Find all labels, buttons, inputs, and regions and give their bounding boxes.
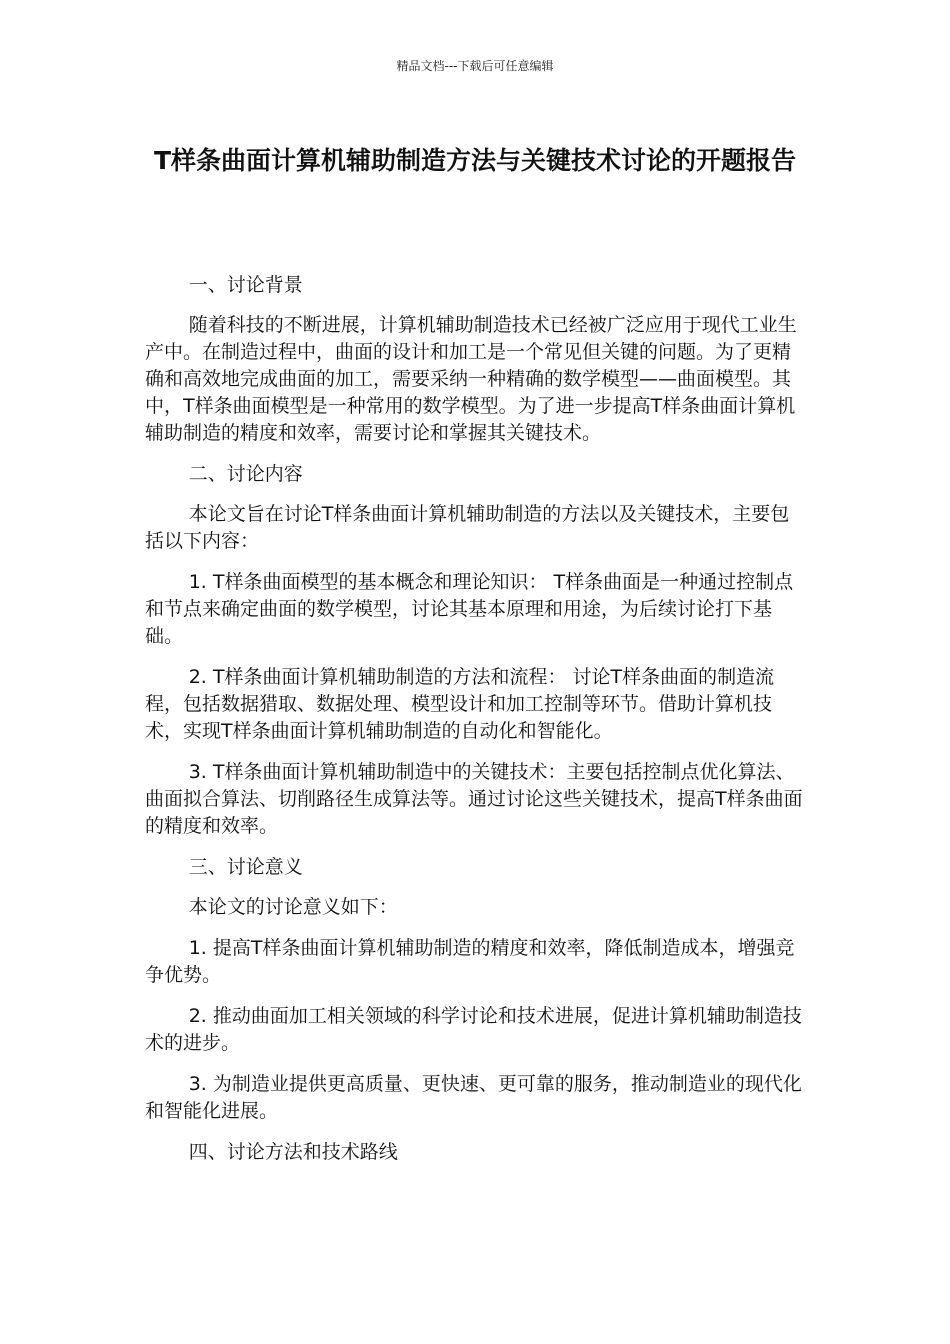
section-heading-content: 二、讨论内容 [188,463,303,485]
list-item-significance-3: 3. 为制造业提供更高质量、更快速、更可靠的服务，推动制造业的现代化和智能化进展。 [145,1073,802,1122]
list-item-content-3: 3. T样条曲面计算机辅助制造中的关键技术：主要包括控制点优化算法、曲面拟合算法、切削路径生成算法等。通过讨论这些关键技术，提高T样条曲面的精度和效率。 [145,761,803,837]
list-item-content-1: 1. T样条曲面模型的基本概念和理论知识： T样条曲面是一种通过控制点和节点来确定曲面的数学模型，讨论其基本原理和用途，为后续讨论打下基础。 [145,571,794,647]
section-heading-background: 一、讨论背景 [188,274,303,296]
section-heading-methods: 四、讨论方法和技术路线 [188,1141,398,1163]
paragraph-content-intro: 本论文旨在讨论T样条曲面计算机辅助制造的方法以及关键技术，主要包括以下内容： [145,503,790,552]
list-item-significance-1: 1. 提高T样条曲面计算机辅助制造的精度和效率，降低制造成本，增强竞争优势。 [145,937,795,986]
paragraph-background: 随着科技的不断进展，计算机辅助制造技术已经被广泛应用于现代工业生产中。在制造过程中，曲面的设计和加工是一个常见但关键的问题。为了更精确和高效地完成曲面的加工，需要采纳一种精确的数学模型——曲面模型。其中，T样条曲面模型是一种常用的数学模型。为了进一步提高T样条曲面计算机辅助制造的精度和效率，需要讨论和掌握其关键技术。 [145,314,797,444]
list-item-significance-2: 2. 推动曲面加工相关领域的科学讨论和技术进展，促进计算机辅助制造技术的进步。 [145,1005,802,1054]
document-title: T样条曲面计算机辅助制造方法与关键技术讨论的开题报告 [153,146,797,175]
header-note: 精品文档---下载后可任意编辑 [396,59,554,73]
list-item-content-2: 2. T样条曲面计算机辅助制造的方法和流程： 讨论T样条曲面的制造流程，包括数据猎取、数据处理、模型设计和加工控制等环节。借助计算机技术，实现T样条曲面计算机辅助制造的自动化和智能化。 [145,666,775,742]
section-heading-significance: 三、讨论意义 [188,856,303,878]
paragraph-significance-intro: 本论文的讨论意义如下： [188,896,398,918]
document-body [145,272,805,1179]
